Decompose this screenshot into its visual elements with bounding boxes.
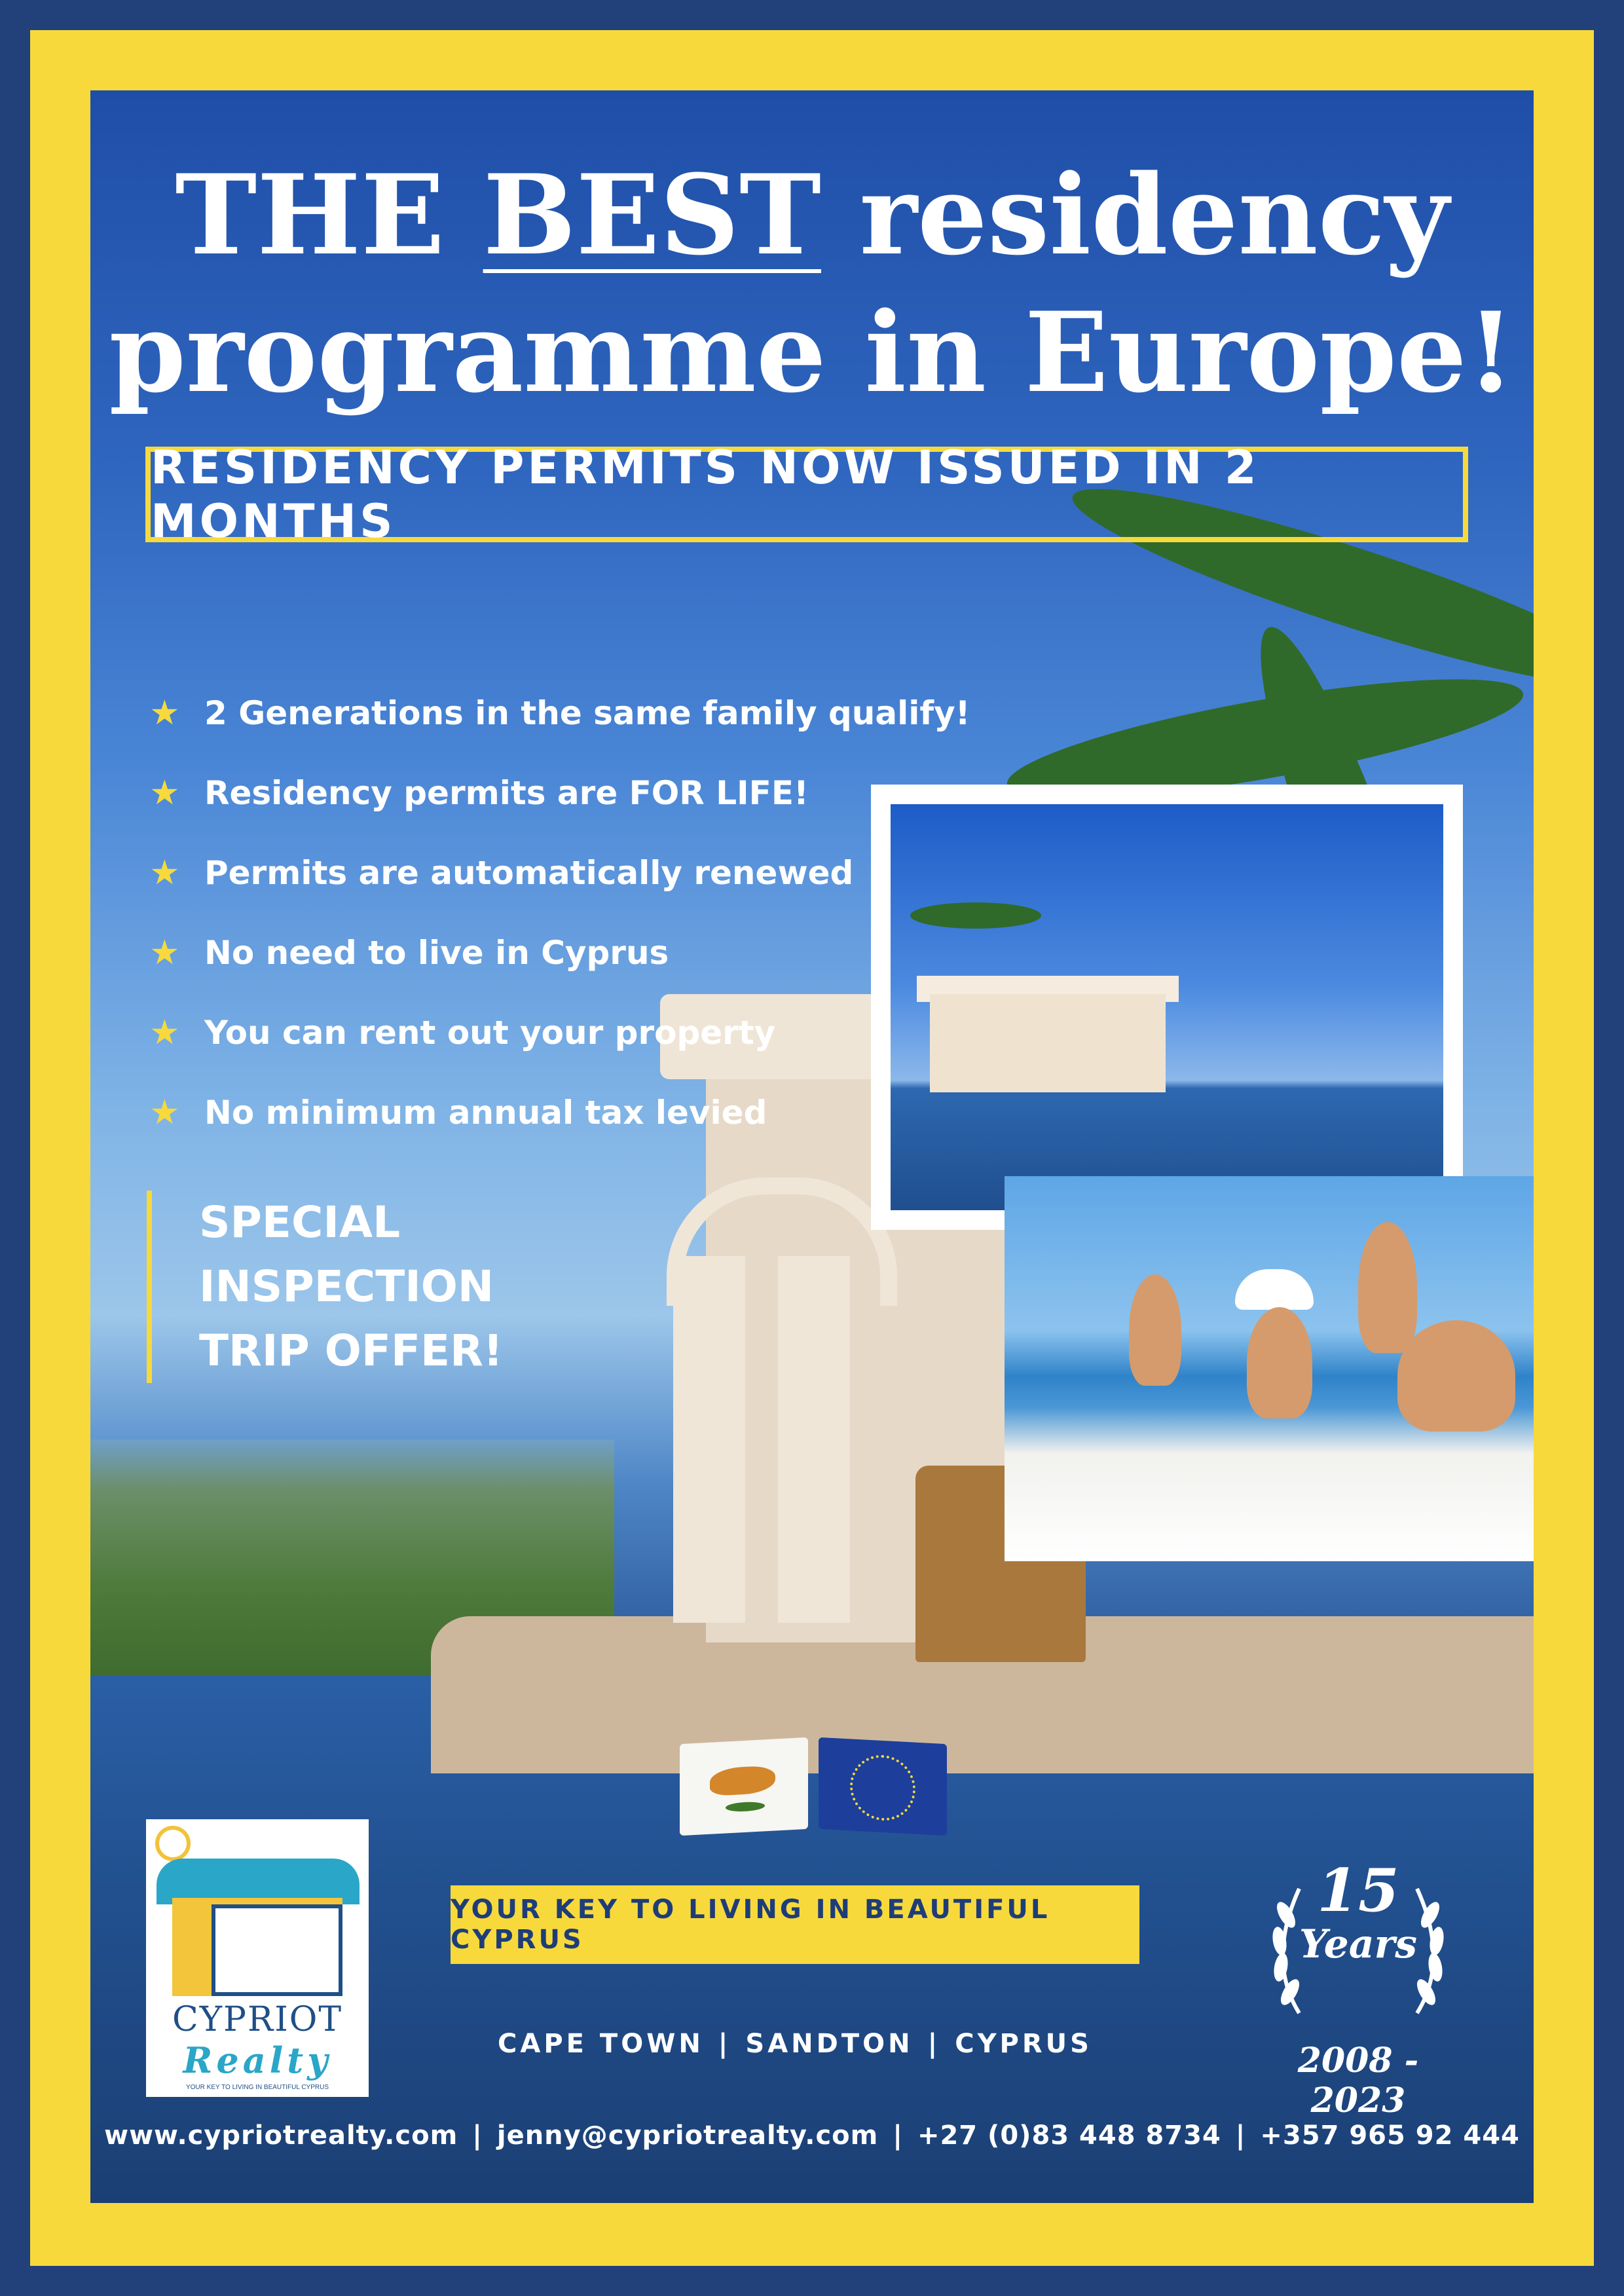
phone-cyprus[interactable]: +357 965 92 444 xyxy=(1260,2120,1520,2151)
bullet-text: No minimum annual tax levied xyxy=(204,1094,767,1132)
olive-branches xyxy=(726,1801,765,1812)
eu-flag-icon xyxy=(819,1737,947,1836)
list-item xyxy=(149,753,970,833)
offer-line: TRIP OFFER! xyxy=(199,1325,504,1376)
bullet-text: No need to live in Cyprus xyxy=(204,934,669,972)
anniversary-range: 2008 - 2023 xyxy=(1297,2041,1419,2120)
flags xyxy=(680,1741,947,1832)
family-beach-photo xyxy=(1005,1176,1534,1561)
star-icon: ★ xyxy=(149,694,180,732)
bullet-text: You can rent out your property xyxy=(204,1014,776,1052)
headline xyxy=(90,146,1534,421)
phone-south-africa[interactable]: +27 (0)83 448 8734 xyxy=(917,2120,1221,2151)
email-link[interactable]: jenny@cypriotrealty.com xyxy=(496,2120,879,2151)
palm-tree xyxy=(910,902,1041,929)
anniversary-badge xyxy=(1253,1830,1463,2120)
mother-figure xyxy=(1247,1307,1312,1418)
permits-banner xyxy=(145,441,1468,548)
father-figure xyxy=(1397,1320,1515,1432)
separator: | xyxy=(893,2120,903,2151)
house-wall-shape xyxy=(212,1904,342,1996)
sun-icon xyxy=(155,1826,191,1861)
villa-column xyxy=(778,1256,850,1623)
villa-column xyxy=(673,1256,745,1623)
city-name: CYPRUS xyxy=(955,2029,1092,2059)
contact-line xyxy=(90,2120,1534,2151)
cyprus-island-shape xyxy=(710,1765,775,1796)
list-item xyxy=(149,913,970,993)
hero-panel xyxy=(90,90,1534,2203)
logo-tagline: YOUR KEY TO LIVING IN BEAUTIFUL CYPRUS xyxy=(185,2084,329,2091)
cypriot-realty-logo xyxy=(146,1819,369,2097)
star-icon: ★ xyxy=(149,934,180,972)
star-icon: ★ xyxy=(149,1014,180,1052)
bullet-text: Residency permits are FOR LIFE! xyxy=(204,774,809,812)
bullet-text: 2 Generations in the same family qualify! xyxy=(204,694,970,732)
list-item xyxy=(149,833,970,913)
office-locations xyxy=(451,2029,1139,2059)
benefits-list xyxy=(149,673,970,1153)
villa-photo-image xyxy=(891,804,1443,1210)
city-name: SANDTON xyxy=(745,2029,913,2059)
list-item xyxy=(149,993,970,1073)
eu-stars-circle xyxy=(850,1753,915,1822)
headline-line1-after: residency xyxy=(821,150,1449,280)
special-offer xyxy=(147,1191,503,1383)
anniversary-number: 15 xyxy=(1317,1856,1399,1925)
anniversary-word: Years xyxy=(1299,1921,1418,1967)
girl-figure xyxy=(1358,1222,1417,1353)
separator: | xyxy=(927,2029,941,2059)
star-icon: ★ xyxy=(149,1094,180,1132)
offer-line: INSPECTION xyxy=(199,1261,494,1312)
website-link[interactable]: www.cypriotrealty.com xyxy=(104,2120,458,2151)
headline-line1-before: THE xyxy=(175,150,483,280)
star-icon: ★ xyxy=(149,774,180,812)
headline-line2: programme in Europe! xyxy=(109,287,1515,417)
separator: | xyxy=(718,2029,731,2059)
offer-line: SPECIAL xyxy=(199,1197,401,1248)
separator: | xyxy=(1235,2120,1246,2151)
bullet-text: Permits are automatically renewed xyxy=(204,854,854,892)
separator: | xyxy=(472,2120,483,2151)
headline-emphasis: BEST xyxy=(483,150,821,280)
logo-script: Realty xyxy=(183,2039,332,2081)
villa-photo xyxy=(871,785,1463,1230)
permits-banner-text: RESIDENCY PERMITS NOW ISSUED IN 2 MONTHS xyxy=(151,441,1260,548)
star-icon: ★ xyxy=(149,854,180,892)
sun-hat xyxy=(1235,1269,1314,1310)
list-item xyxy=(149,673,970,753)
child-figure xyxy=(1129,1274,1181,1386)
cyprus-flag-icon xyxy=(680,1737,808,1836)
tagline-banner xyxy=(451,1885,1139,1964)
city-name: CAPE TOWN xyxy=(498,2029,704,2059)
logo-name: CYPRIOT xyxy=(172,2000,343,2039)
tagline-text: YOUR KEY TO LIVING IN BEAUTIFUL CYPRUS xyxy=(451,1895,1050,1955)
villa-house xyxy=(930,994,1166,1092)
list-item xyxy=(149,1073,970,1153)
